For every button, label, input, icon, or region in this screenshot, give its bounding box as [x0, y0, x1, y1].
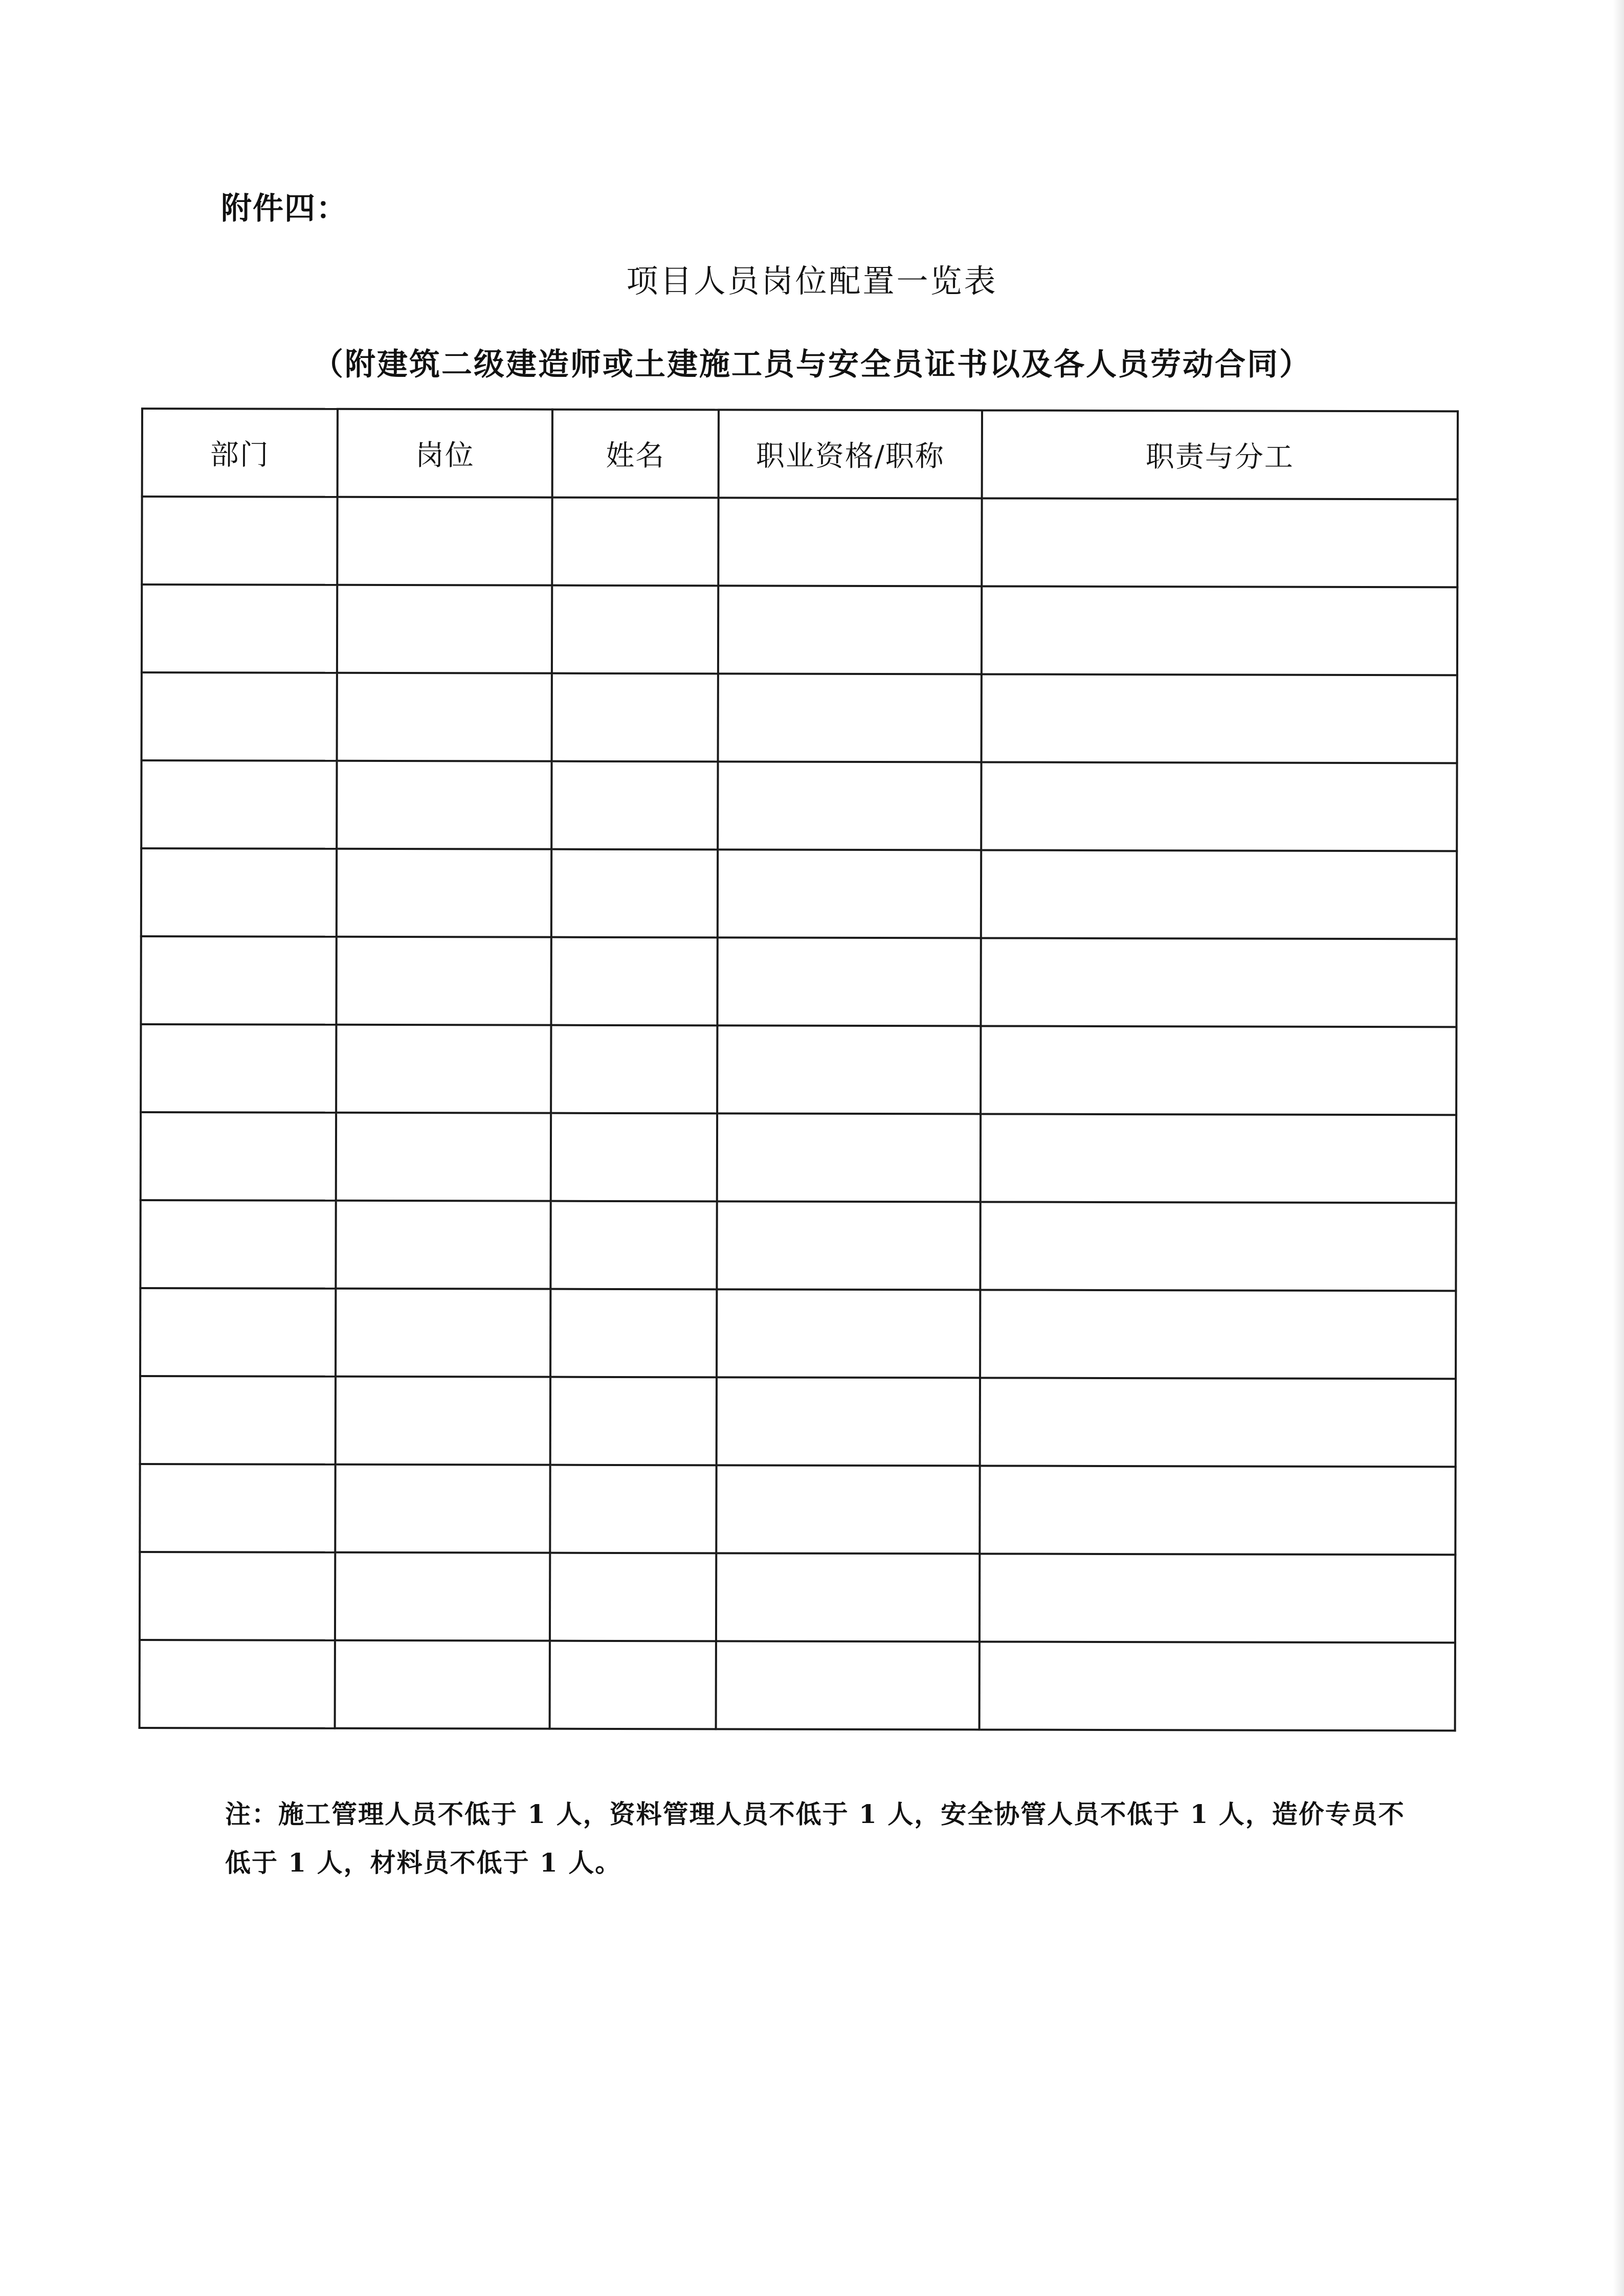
- cell-duties: [982, 674, 1457, 763]
- cell-qualification: [717, 1289, 980, 1378]
- cell-duties: [981, 938, 1456, 1027]
- document-title: 项目人员岗位配置一览表: [626, 262, 998, 300]
- attachment-label: 附件四：: [221, 191, 348, 227]
- table-row: [140, 1552, 1455, 1642]
- cell-duties: [982, 586, 1457, 675]
- cell-duties: [981, 1114, 1456, 1203]
- cell-qualification: [718, 586, 982, 674]
- cell-qualification: [717, 1377, 980, 1466]
- cell-department: [142, 584, 337, 673]
- cell-duties: [981, 850, 1457, 939]
- cell-duties: [981, 1026, 1456, 1115]
- cell-position: [335, 1640, 550, 1729]
- cell-department: [140, 1464, 335, 1552]
- footnote: 注：施工管理人员不低于 1 人，资料管理人员不低于 1 人，安全协管人员不低于 1 人，造价专员不低于 1 人，材料员不低于 1 人。: [225, 1799, 1405, 1878]
- cell-qualification: [717, 1201, 980, 1290]
- cell-name: [551, 1113, 717, 1202]
- cell-department: [140, 1552, 335, 1640]
- cell-department: [141, 936, 336, 1025]
- cell-position: [335, 1552, 550, 1641]
- cell-department: [140, 1200, 336, 1289]
- cell-department: [141, 1024, 336, 1113]
- table-row: [141, 760, 1457, 851]
- cell-name: [551, 849, 718, 938]
- cell-name: [552, 498, 718, 586]
- cell-position: [336, 1025, 551, 1113]
- cell-position: [336, 1377, 550, 1465]
- table-row: [140, 1640, 1455, 1730]
- header-position: 岗位: [338, 409, 552, 498]
- cell-duties: [980, 1466, 1455, 1555]
- cell-name: [552, 673, 718, 762]
- cell-position: [337, 761, 551, 849]
- cell-position: [337, 585, 552, 673]
- cell-qualification: [717, 937, 981, 1026]
- cell-position: [337, 849, 551, 937]
- table-row: [141, 848, 1457, 939]
- cell-name: [552, 586, 718, 674]
- cell-department: [142, 497, 337, 585]
- cell-name: [550, 1641, 716, 1729]
- cell-qualification: [716, 1465, 980, 1554]
- cell-name: [550, 1289, 717, 1378]
- cell-qualification: [718, 673, 982, 762]
- cell-department: [141, 760, 337, 849]
- cell-duties: [980, 1202, 1456, 1291]
- cell-duties: [980, 1290, 1456, 1379]
- header-qualification: 职业资格/职称: [719, 410, 982, 498]
- cell-name: [550, 1553, 716, 1641]
- cell-position: [336, 1201, 550, 1289]
- cell-department: [142, 672, 337, 761]
- cell-name: [550, 1465, 716, 1554]
- cell-qualification: [717, 1113, 981, 1202]
- cell-duties: [980, 1378, 1456, 1467]
- document-subtitle: （附建筑二级建造师或土建施工员与安全员证书以及各人员劳动合同）: [313, 347, 1311, 382]
- cell-duties: [980, 1641, 1455, 1730]
- cell-qualification: [716, 1641, 980, 1729]
- cell-department: [140, 1376, 336, 1465]
- staff-position-table: [139, 408, 1459, 1731]
- scan-edge-shadow: [1613, 0, 1624, 2296]
- header-name: 姓名: [552, 410, 719, 498]
- cell-position: [336, 1113, 551, 1201]
- cell-qualification: [716, 1553, 980, 1641]
- cell-department: [140, 1288, 336, 1377]
- table-row: [142, 584, 1457, 675]
- table-row: [141, 1112, 1456, 1203]
- table-row: [141, 1024, 1456, 1115]
- table-row: [141, 936, 1456, 1027]
- table-row: [140, 1464, 1455, 1555]
- cell-qualification: [718, 849, 981, 938]
- cell-name: [550, 1377, 717, 1466]
- table-row: [140, 1200, 1456, 1291]
- cell-department: [141, 848, 337, 937]
- cell-duties: [981, 762, 1457, 851]
- cell-duties: [980, 1554, 1455, 1642]
- cell-department: [140, 1640, 335, 1728]
- cell-position: [336, 937, 551, 1025]
- cell-position: [337, 497, 552, 586]
- header-duties: 职责与分工: [982, 410, 1458, 499]
- table-row: [140, 1376, 1456, 1467]
- table-row: [140, 1288, 1456, 1379]
- cell-name: [551, 937, 717, 1026]
- table-header-row: [142, 409, 1458, 499]
- cell-department: [141, 1112, 336, 1201]
- cell-name: [551, 1025, 717, 1114]
- table-row: [142, 672, 1457, 763]
- cell-position: [335, 1465, 550, 1553]
- cell-duties: [982, 498, 1457, 587]
- header-department: 部门: [142, 409, 338, 497]
- cell-qualification: [718, 498, 982, 586]
- cell-position: [337, 673, 552, 761]
- table-row: [142, 497, 1457, 587]
- cell-name: [550, 1201, 717, 1290]
- table-body: [140, 497, 1458, 1730]
- cell-qualification: [717, 1025, 981, 1114]
- cell-qualification: [718, 761, 981, 850]
- cell-position: [336, 1289, 550, 1377]
- cell-name: [551, 761, 718, 850]
